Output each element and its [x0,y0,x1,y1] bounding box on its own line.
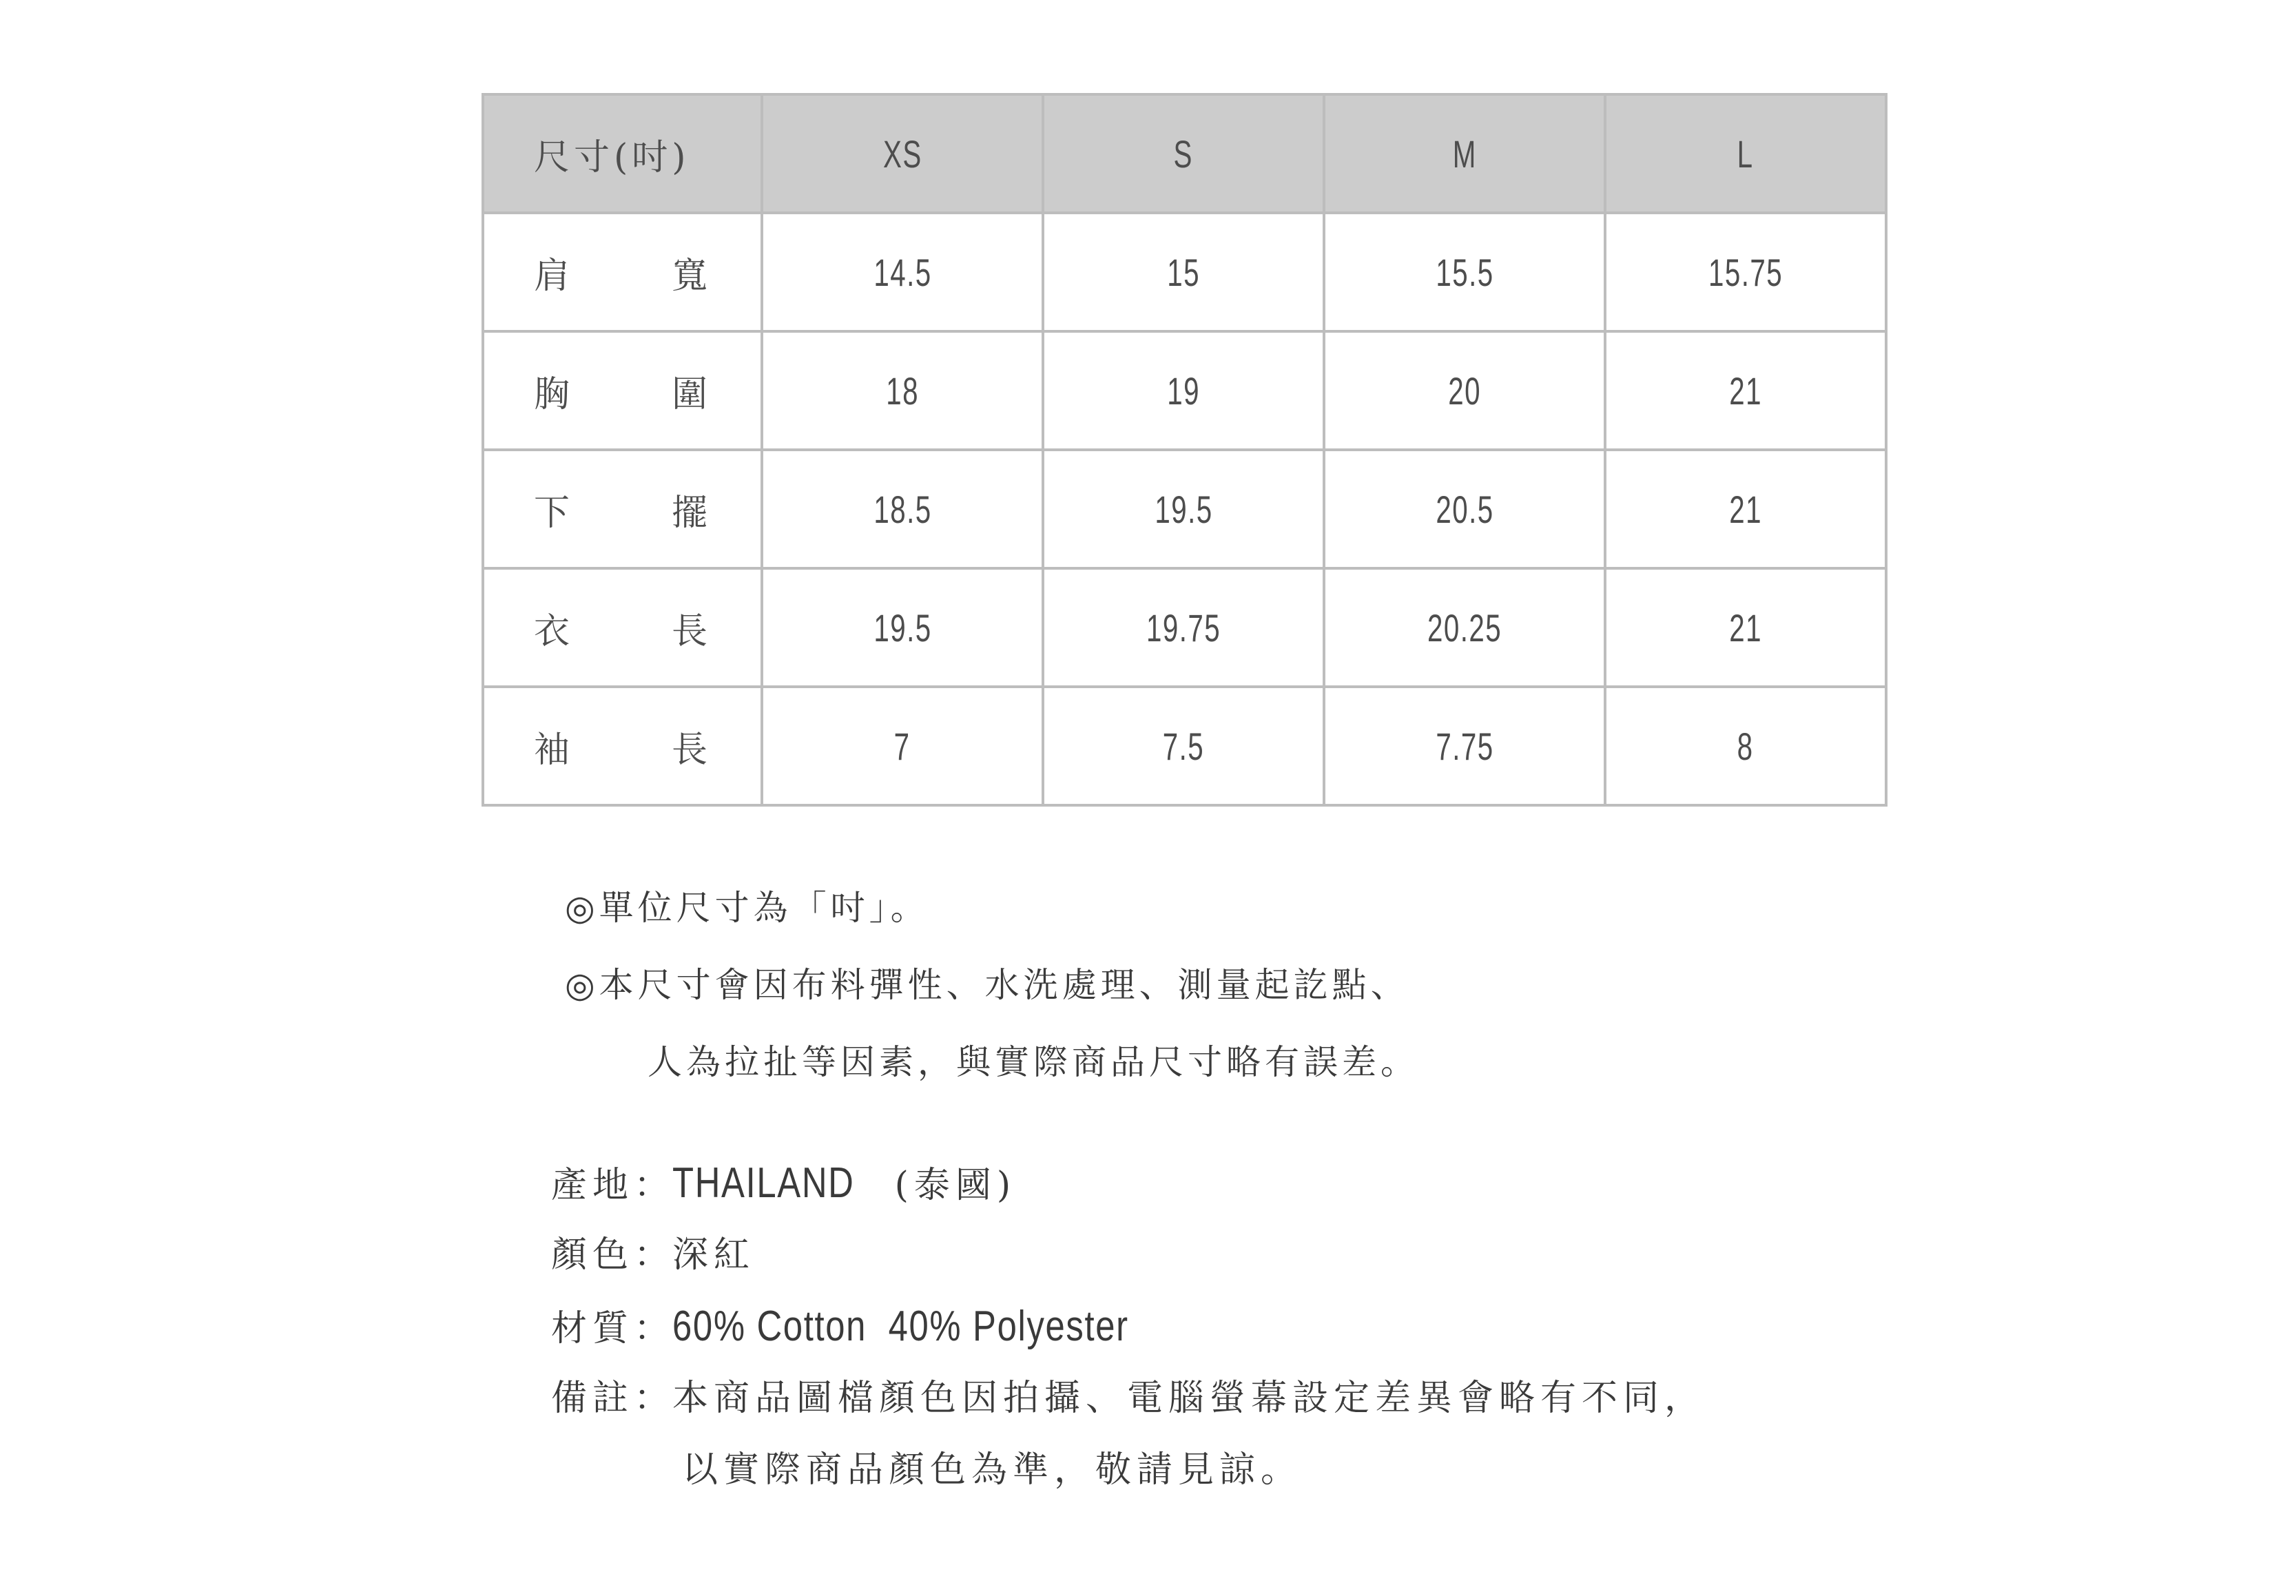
note-measurement-variance: ◎本尺寸會因布料彈性、水洗處理、測量起訖點、 [565,965,1409,1005]
row-label-chest: 胸 圍 [483,331,762,450]
row-label-sleeve-length: 袖 長 [483,687,762,805]
cell-hem-m: 20.5 [1324,450,1605,568]
cell-shoulder-s: 15 [1043,213,1324,331]
row-label-hem: 下 擺 [483,450,762,568]
product-origin [551,1156,1706,1227]
color-separator: ： [634,1234,670,1276]
color-value: 深紅 [672,1234,756,1276]
cell-sleeve-xs: 7 [762,687,1043,805]
cell-sleeve-l: 8 [1605,687,1886,805]
header-size-m: M [1324,94,1605,213]
header-size-l: L [1605,94,1886,213]
table-row-body-length [483,568,1886,687]
cell-chest-l: 21 [1605,331,1886,450]
color-label: 顏色 [551,1234,634,1276]
cell-hem-s: 19.5 [1043,450,1324,568]
header-size-unit-label: 尺寸(吋) [483,94,762,213]
header-size-s: S [1043,94,1324,213]
material-value: 60% Cotton 40% Polyester [672,1303,1129,1350]
table-row-hem [483,450,1886,568]
cell-length-xs: 19.5 [762,568,1043,687]
origin-separator: ： [634,1165,670,1206]
cell-length-m: 20.25 [1324,568,1605,687]
table-row-sleeve-length [483,687,1886,805]
product-color [551,1227,1706,1299]
origin-value: THAILAND [672,1159,855,1207]
size-notes [565,880,1419,1112]
header-size-xs: XS [762,94,1043,213]
product-remark-cont [551,1442,1706,1514]
product-material [551,1299,1706,1371]
material-label: 材質 [551,1308,634,1349]
note-unit: ◎單位尺寸為「吋」。 [565,888,929,928]
origin-label: 產地 [551,1165,634,1206]
remark-separator: ： [634,1378,670,1419]
size-chart-header-row [483,94,1886,213]
product-info [551,1156,1706,1514]
origin-value-cjk: (泰國) [894,1165,1017,1206]
cell-length-s: 19.75 [1043,568,1324,687]
table-row-shoulder-width [483,213,1886,331]
cell-shoulder-m: 15.5 [1324,213,1605,331]
remark-label: 備註 [551,1378,634,1419]
cell-sleeve-s: 7.5 [1043,687,1324,805]
size-chart-table [482,93,1888,807]
cell-shoulder-l: 15.75 [1605,213,1886,331]
cell-length-l: 21 [1605,568,1886,687]
cell-sleeve-m: 7.75 [1324,687,1605,805]
cell-chest-m: 20 [1324,331,1605,450]
cell-shoulder-xs: 14.5 [762,213,1043,331]
cell-hem-l: 21 [1605,450,1886,568]
remark-line-1: 本商品圖檔顏色因拍攝、電腦螢幕設定差異會略有不同， [672,1378,1706,1419]
material-separator: ： [634,1308,670,1349]
cell-hem-xs: 18.5 [762,450,1043,568]
cell-chest-s: 19 [1043,331,1324,450]
cell-chest-xs: 18 [762,331,1043,450]
remark-line-2: 以實際商品顏色為準，敬請見諒。 [682,1449,1303,1491]
product-remark [551,1371,1706,1442]
note-measurement-variance-cont: 人為拉扯等因素，與實際商品尺寸略有誤差。 [648,1042,1419,1082]
row-label-shoulder-width: 肩 寬 [483,213,762,331]
table-row-chest [483,331,1886,450]
row-label-body-length: 衣 長 [483,568,762,687]
